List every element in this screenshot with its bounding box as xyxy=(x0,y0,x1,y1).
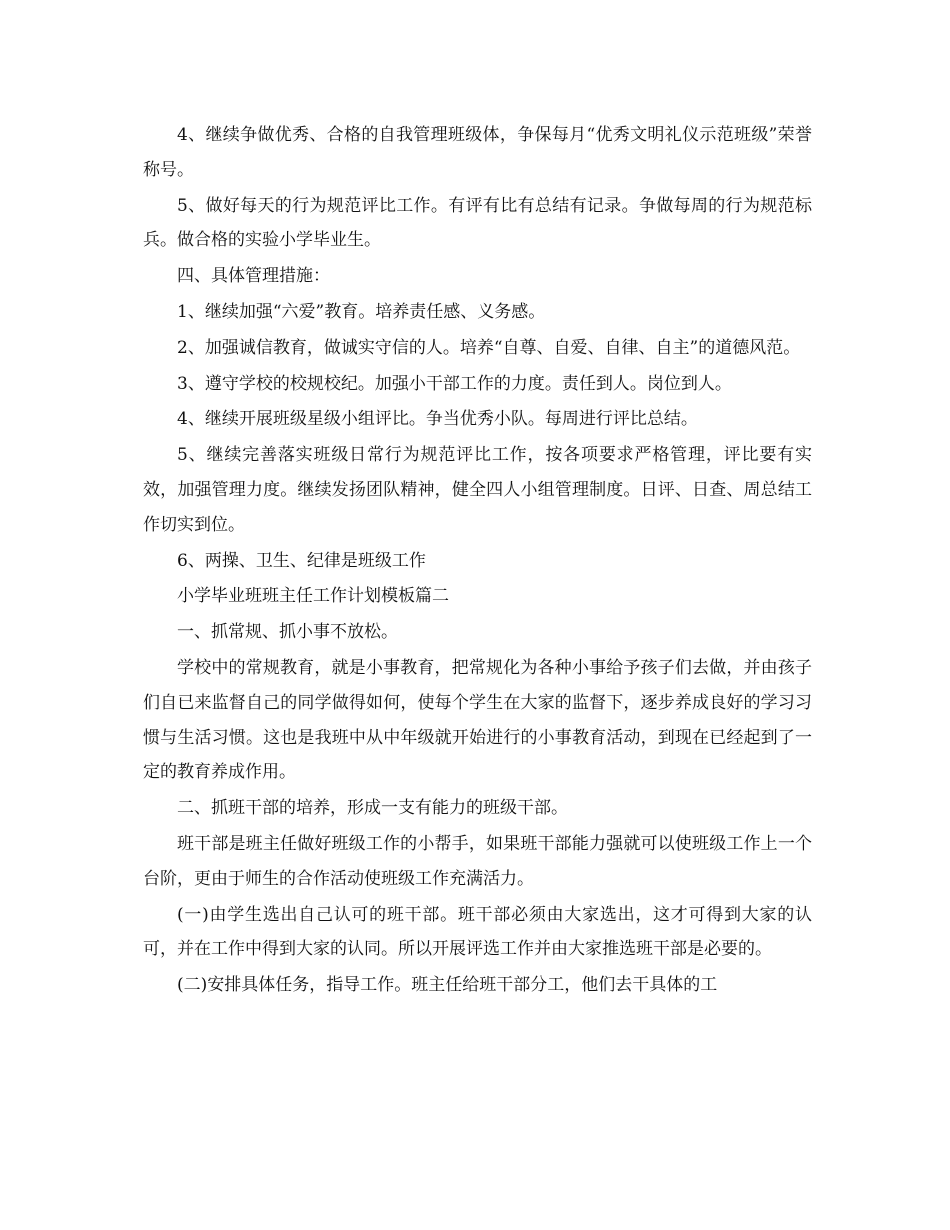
section-heading-cadres: 二、抓班干部的培养，形成一支有能力的班级干部。 xyxy=(177,798,568,819)
paragraph-7: 4、继续开展班级星级小组评比。争当优秀小队。每周进行评比总结。 xyxy=(177,409,698,430)
section-heading-measures: 四、具体管理措施： xyxy=(177,266,330,287)
paragraph-6: 3、遵守学校的校规校纪。加强小干部工作的力度。责任到人。岗位到人。 xyxy=(177,373,732,394)
paragraph-2: 5、做好每天的行为规范评比工作。有评有比有总结有记录。争做每周的行为规范标兵。做合格的实验小学毕业生。 xyxy=(143,195,812,251)
paragraph-12: 学校中的常规教育，就是小事教育，把常规化为各种小事给予孩子们去做，并由孩子们自已来监督自己的同学做得如何，使每个学生在大家的监督下，逐步养成良好的学习习惯与生活习惯。这也是我班中从中年级就开始进行的小事教育活动，到现在已经起到了一定的教育养成作用。 xyxy=(143,657,812,783)
paragraph-15: (一)由学生选出自己认可的班干部。班干部必须由大家选出，这才可得到大家的认可，并在工作中得到大家的认同。所以开展评选工作并由大家推选班干部是必要的。 xyxy=(143,904,812,960)
section-heading-routine: 一、抓常规、抓小事不放松。 xyxy=(177,622,398,643)
paragraph-9: 6、两操、卫生、纪律是班级工作 xyxy=(177,550,426,571)
paragraph-5: 2、加强诚信教育，做诚实守信的人。培养“自尊、自爱、自律、自主”的道德风范。 xyxy=(177,337,801,358)
paragraph-14: 班干部是班主任做好班级工作的小帮手，如果班干部能力强就可以使班级工作上一个台阶，更由于师生的合作活动使班级工作充满活力。 xyxy=(143,833,812,889)
paragraph-16: (二)安排具体任务，指导工作。班主任给班干部分工，他们去干具体的工 xyxy=(177,975,718,996)
section-title-part-two: 小学毕业班班主任工作计划模板篇二 xyxy=(177,586,449,607)
paragraph-4: 1、继续加强“六爱”教育。培养责任感、义务感。 xyxy=(177,301,546,322)
paragraph-1: 4、继续争做优秀、合格的自我管理班级体，争保每月“优秀文明礼仪示范班级”荣誉称号。 xyxy=(143,125,812,180)
paragraph-8: 5、继续完善落实班级日常行为规范评比工作，按各项要求严格管理，评比要有实效，加强管理力度。继续发扬团队精神，健全四人小组管理制度。日评、日查、周总结工作切实到位。 xyxy=(143,445,812,535)
